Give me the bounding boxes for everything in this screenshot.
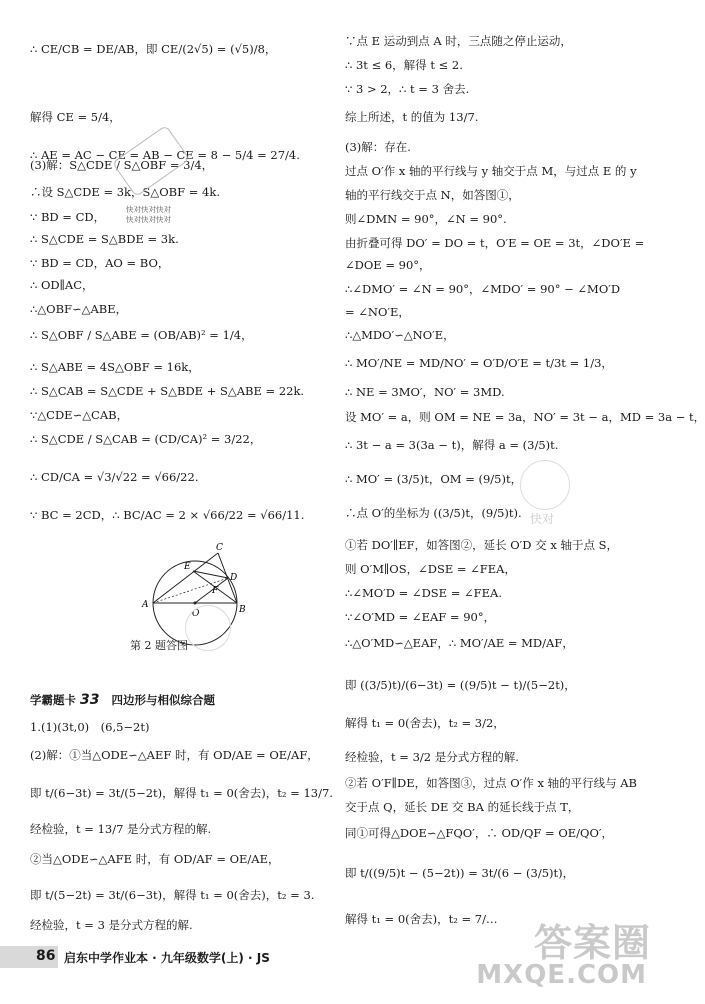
text-line: ∴ AE = AC − CE = AB − CE = 8 − 5/4 = 27/4.: [30, 148, 300, 162]
text-line: 经检验，t = 3 是分式方程的解.: [30, 918, 193, 932]
section-number: 33: [80, 692, 100, 708]
text-line: ∴ CD/CA = √3/√22 = √66/22.: [30, 470, 199, 484]
text-line: ∴ 3t ≤ 6，解得 t ≤ 2.: [345, 58, 463, 72]
text-line: ②若 O′F∥DE，如答图③，过点 O′作 x 轴的平行线与 AB: [345, 776, 638, 790]
text-line: 解得 t₁ = 0(舍去)，t₂ = 3/2，: [345, 716, 505, 730]
section-title: 四边形与相似综合题: [111, 693, 216, 707]
watermark-circle: [520, 460, 570, 510]
text-line: ②当△ODE∽△AFE 时，有 OD/AF = OE/AE，: [30, 852, 280, 866]
text-line: 则 O′M∥OS，∠DSE = ∠FEA，: [345, 562, 516, 576]
text-line: 即 t/((9/5)t − (5−2t)) = 3t/(6 − (3/5)t)，: [345, 866, 575, 880]
text-line: ∴ NE = 3MO′，NO′ = 3MD.: [345, 385, 505, 399]
watermark-main: 答案圈: [533, 921, 651, 965]
label-d: D: [230, 573, 238, 583]
text-line: 即 ((3/5)t)/(6−3t) = ((9/5)t − t)/(5−2t)，: [345, 678, 576, 692]
center-dot: [194, 602, 197, 605]
text-line: ∴ S△CDE = S△BDE = 3k.: [30, 232, 179, 246]
text-line: ∴∠MO′D = ∠DSE = ∠FEA.: [345, 586, 502, 600]
section-prefix: 学霸题卡: [30, 693, 76, 707]
text-line: ①若 DO′∥EF，如答图②，延长 O′D 交 x 轴于点 S，: [345, 538, 618, 552]
text-line: ∴ 3t − a = 3(3a − t)，解得 a = (3/5)t.: [345, 438, 559, 452]
text-line: (2)解：①当△ODE∽△AEF 时，有 OD/AE = OE/AF，: [30, 748, 319, 762]
segment-ac: [153, 553, 218, 603]
text-line: ∴△O′MD∽△EAF，∴ MO′/AE = MD/AF，: [345, 636, 574, 650]
text-line: 则∠DMN = 90°，∠N = 90°.: [345, 212, 507, 226]
text-line: 设 MO′ = a，则 OM = NE = 3a，NO′ = 3t − a，MD = 3a − t，: [345, 410, 705, 424]
text-line: 即 t/(5−2t) = 3t/(6−3t)，解得 t₁ = 0(舍去)，t₂ = 3.: [30, 888, 315, 902]
text-line: ∵ BC = 2CD，∴ BC/AC = 2 × √66/22 = √66/11.: [30, 508, 305, 522]
text-line: 同①可得△DOE∽△FQO′，∴ OD/QF = OE/QO′，: [345, 826, 614, 840]
label-e: E: [184, 562, 191, 572]
text-line: 解得 CE = 5/4，: [30, 110, 121, 124]
label-b: B: [239, 605, 246, 615]
text-line: ∴ OD∥AC，: [30, 278, 94, 292]
text-line: 即 t/(6−3t) = 3t/(5−2t)，解得 t₁ = 0(舍去)，t₂ = 13/7.: [30, 786, 333, 800]
watermark-circle: [185, 605, 231, 651]
text-line: 经检验，t = 3/2 是分式方程的解.: [345, 750, 519, 764]
text-line: ∴ S△CAB = S△CDE + S△BDE + S△ABE = 22k.: [30, 384, 305, 398]
text-line: ∴ S△OBF / S△ABE = (OB/AB)² = 1/4，: [30, 328, 253, 342]
text-line: ∴ CE/CB = DE/AB，即 CE/(2√5) = (√5)/8，: [30, 42, 277, 56]
section-header: [30, 693, 215, 707]
text-line: ∠DOE = 90°，: [345, 258, 431, 272]
text-line: ∴点 O′的坐标为 ((3/5)t，(9/5)t).: [345, 506, 522, 520]
text-line: 解得 t₁ = 0(舍去)，t₂ = 7/…: [345, 912, 498, 926]
text-line: = ∠NO′E，: [345, 305, 410, 319]
book-title: 启东中学作业本 · 九年级数学(上) · JS: [64, 951, 270, 965]
label-o: O: [192, 609, 200, 619]
watermark-small: 快对: [530, 512, 555, 526]
text-line: 轴的平行线交于点 N，如答图①，: [345, 188, 520, 202]
text-line: ∵ 3 > 2，∴ t = 3 舍去.: [345, 82, 470, 96]
text-line: 交于点 Q，延长 DE 交 BA 的延长线于点 T，: [345, 800, 580, 814]
text-line: ∴∠DMO′ = ∠N = 90°，∠MDO′ = 90° − ∠MO′D: [345, 282, 621, 296]
text-line: ∵∠O′MD = ∠EAF = 90°，: [345, 610, 496, 624]
watermark-url: MXQE.COM: [476, 960, 647, 990]
text-line: ∵△CDE∽△CAB，: [30, 408, 129, 422]
figure-caption: 第 2 题答图: [130, 639, 188, 652]
text-line: ∴ MO′/NE = MD/NO′ = O′D/O′E = t/3t = 1/3，: [345, 356, 613, 370]
text-line: 过点 O′作 x 轴的平行线与 y 轴交于点 M，与过点 E 的 y: [345, 164, 637, 178]
label-a: A: [142, 600, 149, 610]
label-c: C: [216, 543, 223, 553]
text-line: ∴△MDO′∽△NO′E，: [345, 328, 455, 342]
page-number: 86: [36, 948, 56, 964]
text-line: 由折叠可得 DO′ = DO = t，O′E = OE = 3t，∠DO′E =: [345, 236, 645, 250]
text-line: ∴△OBF∽△ABE，: [30, 302, 128, 316]
text-line: ∴ S△ABE = 4S△OBF = 16k，: [30, 360, 200, 374]
text-line: (3)解：S△CDE / S△OBF = 3/4，: [30, 158, 214, 172]
text-line: ∴ MO′ = (3/5)t，OM = (9/5)t，: [345, 472, 523, 486]
text-line: 综上所述，t 的值为 13/7.: [345, 110, 479, 124]
text-line: ∵ BD = CD，AO = BO，: [30, 256, 170, 270]
text-line: (3)解：存在.: [345, 140, 411, 154]
text-line: ∴ S△CDE / S△CAB = (CD/CA)² = 3/22，: [30, 432, 262, 446]
text-line: ∵点 E 运动到点 A 时，三点随之停止运动，: [345, 34, 572, 48]
text-line: ∵ BD = CD，: [30, 210, 106, 224]
text-line: 经检验，t = 13/7 是分式方程的解.: [30, 822, 212, 836]
text-line: 1.(1)(3t,0) (6,5−2t): [30, 720, 150, 734]
text-line: ∴设 S△CDE = 3k，S△OBF = 4k.: [30, 185, 220, 199]
label-f: F: [212, 586, 219, 596]
stamp-note: 快对快对快对 快对快对快对: [126, 205, 171, 224]
